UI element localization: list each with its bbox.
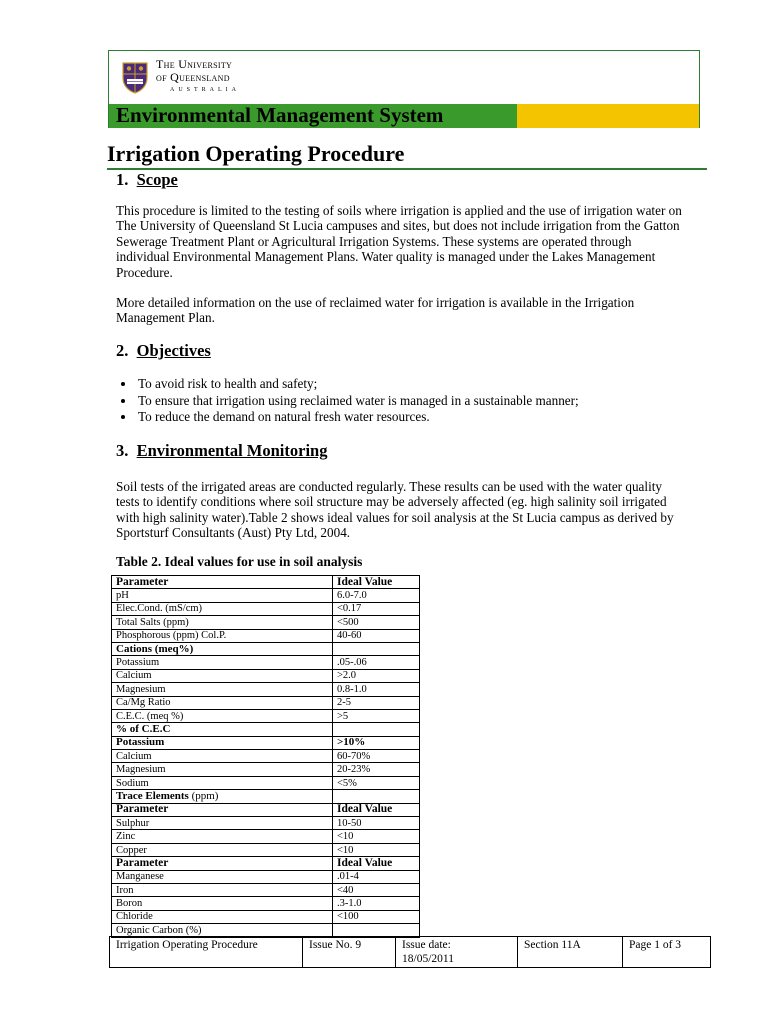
footer-page: Page 1 of 3 [623,937,711,968]
parameter-cell [112,897,333,910]
ideal-value-cell: <40 [333,883,420,896]
ideal-value-cell: 2-5 [333,696,420,709]
parameter-label: Elec.Cond. (mS/cm) [116,603,203,615]
parameter-cell [112,763,333,776]
ideal-value-cell: .05-.06 [333,656,420,669]
parameter-label: Zinc [116,831,136,843]
table-row [112,870,420,883]
ideal-value-cell: 40-60 [333,629,420,642]
parameter-label: Cations (meq%) [116,642,194,655]
parameter-label: % of C.E.C [116,722,171,735]
parameter-label: Parameter [116,575,169,588]
parameter-cell [112,817,333,830]
parameter-cell [112,709,333,722]
objectives-number: 2. [116,341,129,360]
footer-issue-date [396,937,518,968]
table-row [112,897,420,910]
ideal-value-cell [333,790,420,803]
ideal-value-cell [333,723,420,736]
footer-doc-name: Irrigation Operating Procedure [110,937,303,968]
parameter-cell [112,602,333,615]
table-row [112,723,420,736]
parameter-label: Parameter [116,803,169,816]
parameter-unit: (ppm) [188,789,219,802]
parameter-cell [112,803,333,816]
parameter-label: Organic Carbon (%) [116,924,202,936]
parameter-cell [112,883,333,896]
parameter-cell [112,616,333,629]
ems-yellow-bar [517,104,699,128]
footer-date-label: Issue date: [402,939,451,951]
parameter-label: Chloride [116,911,153,923]
objectives-heading-text: Objectives [136,341,211,360]
parameter-label: Magnesium [116,683,166,695]
table-row [112,683,420,696]
parameter-label: Boron [116,898,143,910]
objectives-heading [116,341,211,361]
scope-paragraph-1: This procedure is limited to the testing of soils where irrigation is applied and the use of irrigation water on The University of Queensland St Lucia campuses and sites, but does not include irrigation from the Gatton Sewerage Treatment Plant or Agricultural Irrigation Systems. These systems are operated through individual Environmental Management Plans. Water quality is managed under the Lakes Management Procedure. [116,203,682,280]
table-row [112,843,420,856]
parameter-label: Parameter [116,856,169,869]
ideal-value-cell: <5% [333,776,420,789]
parameter-label: Phosphorous (ppm) Col.P. [116,630,227,642]
parameter-cell [112,830,333,843]
ideal-value-cell [333,642,420,655]
table-row [112,696,420,709]
table-row [112,763,420,776]
parameter-label: Calcium [116,670,152,682]
parameter-cell [112,870,333,883]
monitoring-heading [116,441,327,461]
parameter-cell [112,683,333,696]
parameter-cell [112,776,333,789]
title-rule [107,168,707,170]
ideal-value-cell: 10-50 [333,817,420,830]
table-row [112,669,420,682]
parameter-label: Total Salts (ppm) [116,616,189,628]
logo-line-1: The University [156,57,233,71]
table-row [112,830,420,843]
ideal-value-cell: 20-23% [333,763,420,776]
scope-heading-text: Scope [136,170,178,189]
parameter-cell [112,736,333,749]
ideal-value-cell: Ideal Value [333,576,420,589]
ideal-value-cell: 6.0-7.0 [333,589,420,602]
parameter-cell [112,576,333,589]
soil-analysis-table [111,575,420,938]
ideal-value-cell: .01-4 [333,870,420,883]
parameter-cell [112,790,333,803]
table-row [112,616,420,629]
ideal-value-cell: .3-1.0 [333,897,420,910]
table-row [112,736,420,749]
logo-line-2: of Queensland [156,70,230,84]
footer-section: Section 11A [518,937,623,968]
table-row [112,803,420,816]
document-footer [109,936,711,968]
parameter-label: Iron [116,884,134,896]
table-row [112,910,420,923]
parameter-label: Trace Elements [116,789,189,802]
ideal-value-cell: <500 [333,616,420,629]
table-row [112,776,420,789]
scope-paragraph-2: More detailed information on the use of reclaimed water for irrigation is available in the Irrigation Management Plan. [116,295,635,326]
table-row [112,857,420,870]
parameter-label: Calcium [116,750,152,762]
table-row [112,629,420,642]
ideal-value-cell: Ideal Value [333,857,420,870]
parameter-label: Potassium [116,657,160,669]
ideal-value-cell: 60-70% [333,750,420,763]
table-row [112,656,420,669]
parameter-label: Copper [116,844,147,856]
monitoring-number: 3. [116,441,129,460]
ideal-value-cell: >2.0 [333,669,420,682]
table-row [112,602,420,615]
table-row [112,642,420,655]
list-item: • To ensure that irrigation using reclaimed water is managed in a sustainable manner; [136,393,696,410]
footer-date-value: 18/05/2011 [402,953,454,965]
ems-title: Environmental Management System [116,103,444,127]
list-item: • To reduce the demand on natural fresh water resources. [136,409,696,426]
parameter-cell [112,910,333,923]
parameter-label: pH [116,590,129,602]
ideal-value-cell: <10 [333,843,420,856]
ideal-value-cell: <0.17 [333,602,420,615]
list-item: • To avoid risk to health and safety; [136,376,696,393]
parameter-label: Sodium [116,777,149,789]
university-logo [122,58,240,97]
parameter-cell [112,750,333,763]
parameter-label: C.E.C. (meq %) [116,710,184,722]
university-crest-icon [122,62,148,94]
parameter-label: Magnesium [116,764,166,776]
scope-heading [116,170,178,190]
parameter-cell [112,589,333,602]
parameter-label: Sulphur [116,817,150,829]
monitoring-heading-text: Environmental Monitoring [136,441,328,460]
parameter-cell [112,656,333,669]
ideal-value-cell: <10 [333,830,420,843]
parameter-cell [112,642,333,655]
parameter-cell [112,629,333,642]
table-row [112,790,420,803]
parameter-cell [112,669,333,682]
ideal-value-cell: >10% [333,736,420,749]
objectives-list [116,376,696,426]
parameter-label: Ca/Mg Ratio [116,697,171,709]
parameter-label: Potassium [116,736,165,749]
parameter-label: Manganese [116,871,164,883]
parameter-cell [112,843,333,856]
monitoring-paragraph: Soil tests of the irrigated areas are conducted regularly. These results can be used with the water quality tests to identify conditions where soil structure may be adversely affected (eg. high salinity soil irrigated with high salinity water).Table 2 shows ideal values for soil analysis at the St Lucia campus as derived by Sportsturf Consultants (Aust) Pty Ltd, 2004. [116,479,674,541]
parameter-cell [112,857,333,870]
table-row [112,709,420,722]
parameter-cell [112,723,333,736]
table-caption: Table 2. Ideal values for use in soil analysis [116,554,363,569]
table-row [112,750,420,763]
ideal-value-cell: >5 [333,709,420,722]
table-row [112,817,420,830]
table-row [112,576,420,589]
footer-issue-no: Issue No. 9 [303,937,396,968]
page-title: Irrigation Operating Procedure [107,141,405,166]
scope-number: 1. [116,170,129,189]
table-row [112,589,420,602]
logo-line-3: AUSTRALIA [170,87,240,93]
parameter-cell [112,696,333,709]
ideal-value-cell: <100 [333,910,420,923]
ideal-value-cell: 0.8-1.0 [333,683,420,696]
ideal-value-cell: Ideal Value [333,803,420,816]
table-row [112,883,420,896]
